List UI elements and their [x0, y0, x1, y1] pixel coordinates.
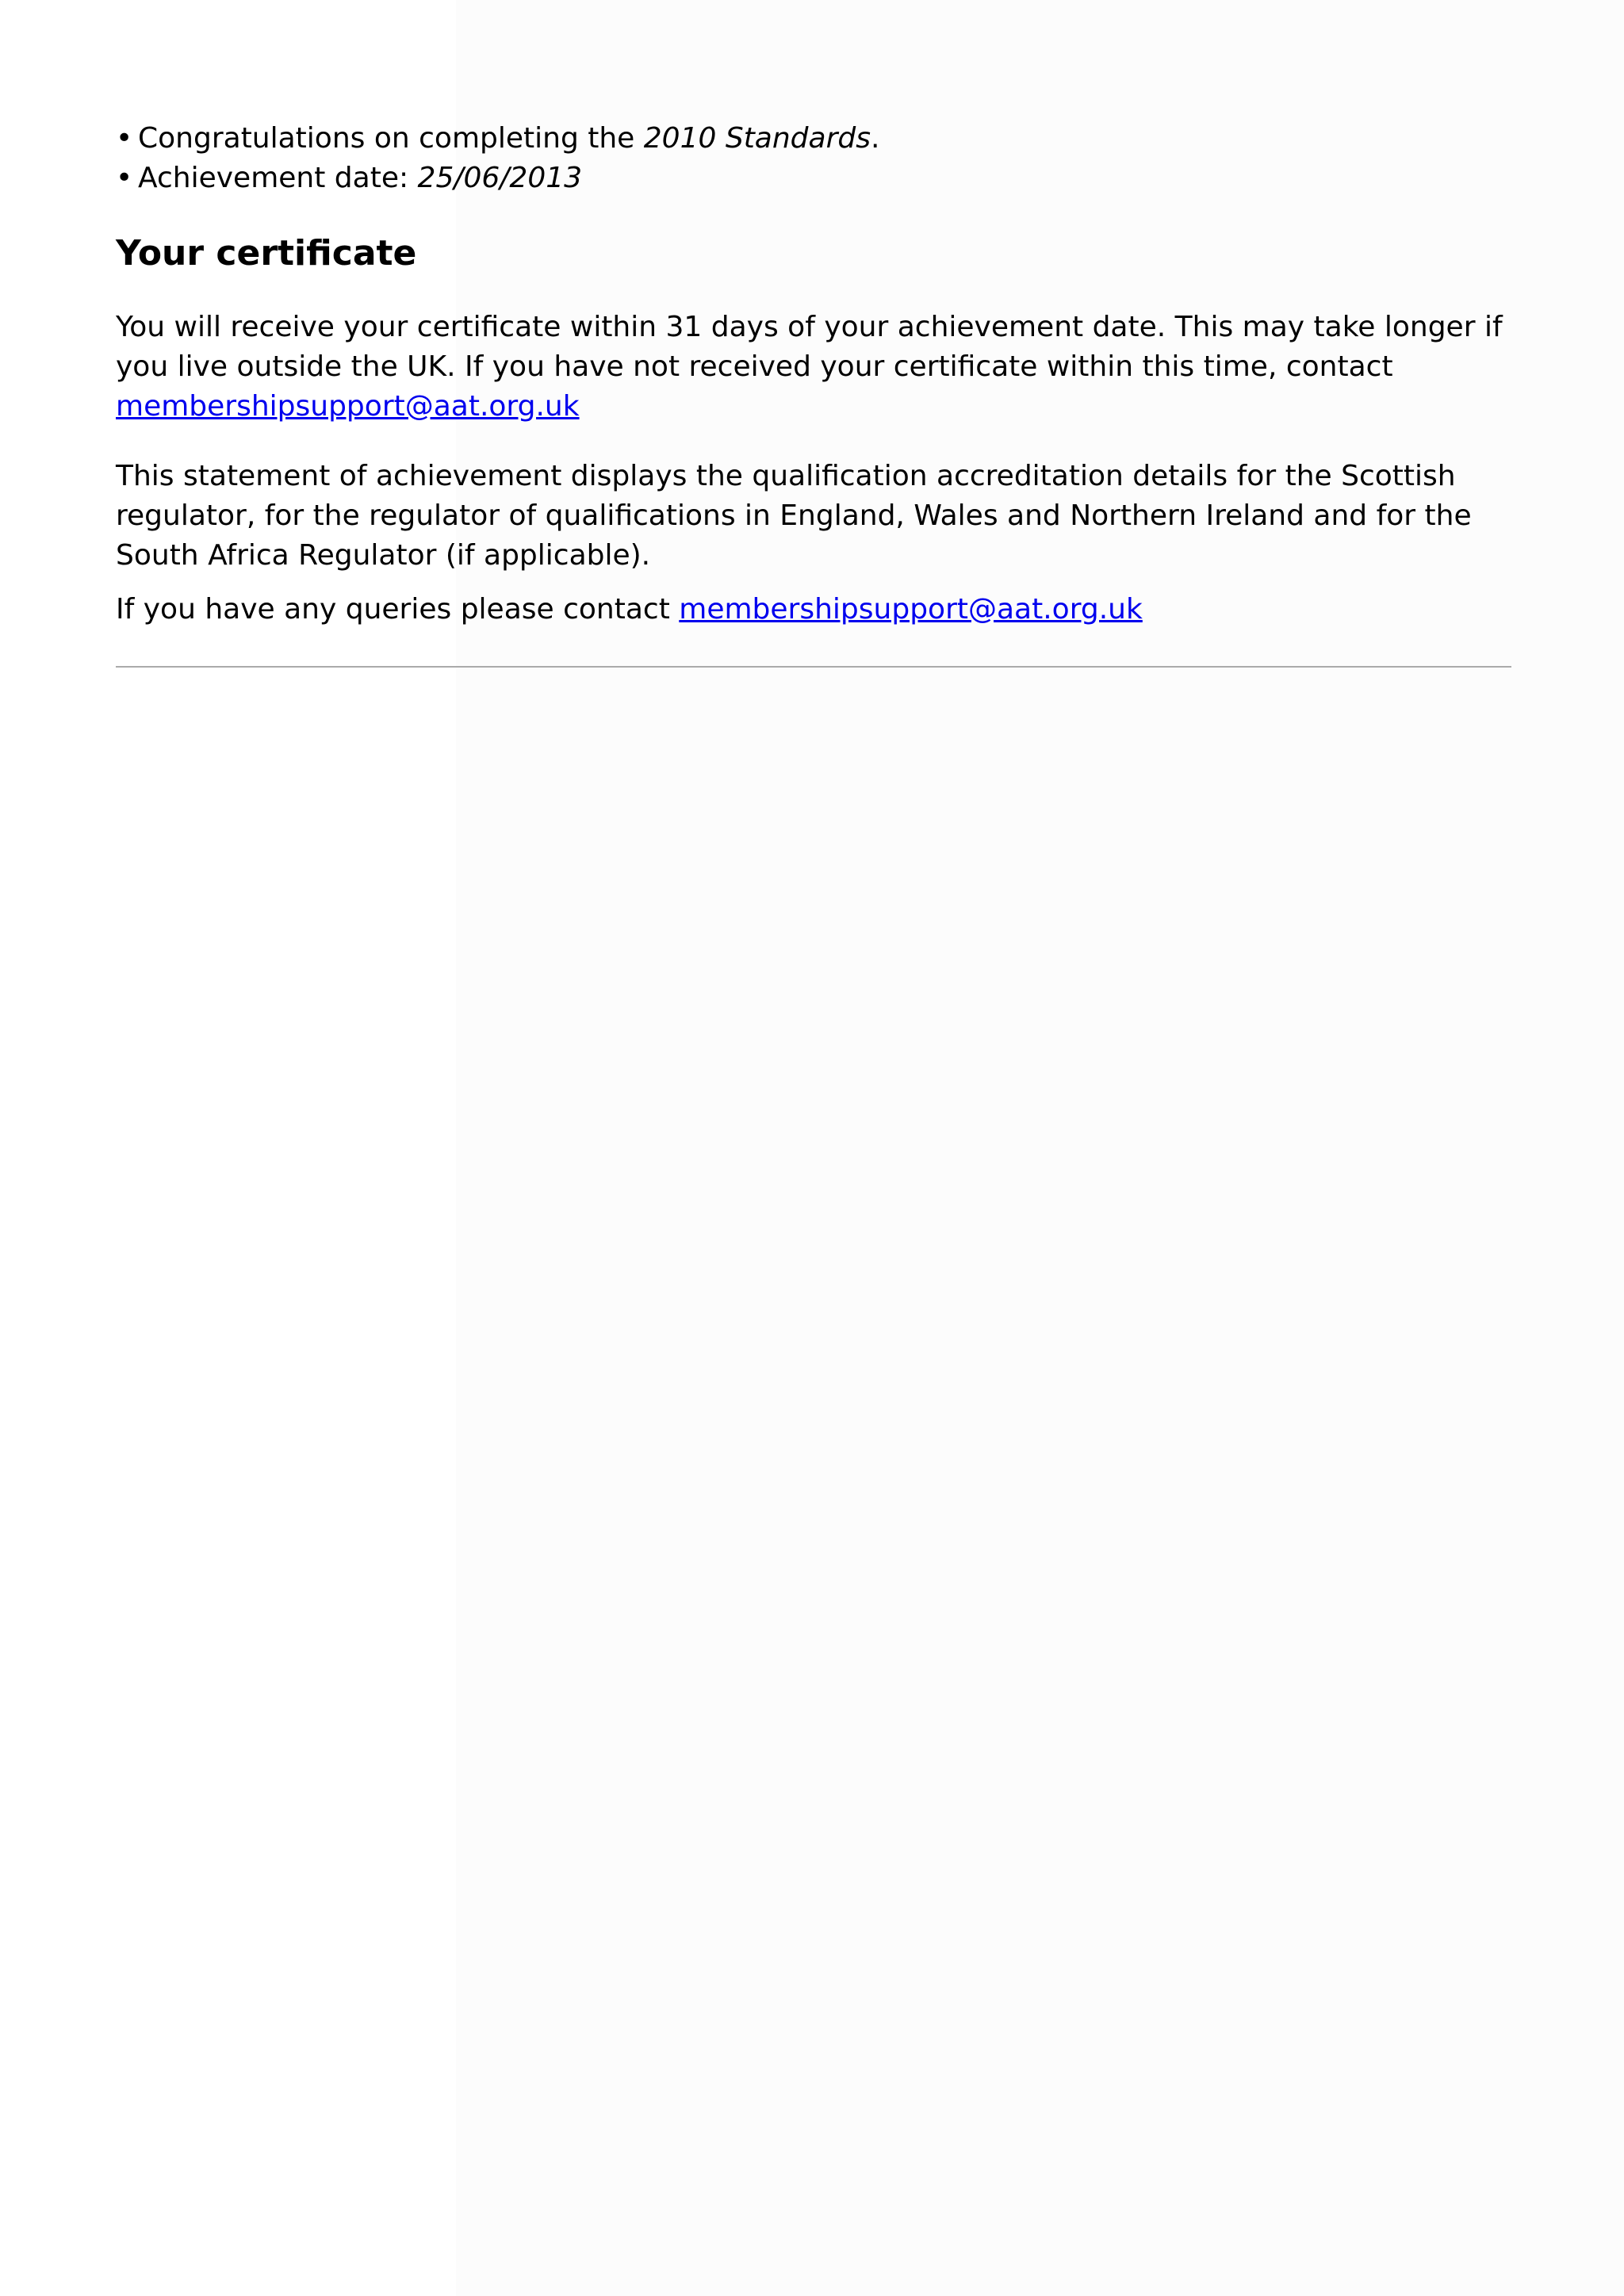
bullet-icon: • [116, 162, 133, 194]
queries-paragraph [116, 590, 1511, 629]
support-email-link[interactable]: membershipsupport@aat.org.uk [116, 390, 580, 423]
bullet-icon: • [116, 122, 133, 155]
congrats-prefix: Congratulations on completing the [138, 122, 644, 155]
certificate-receive-paragraph [116, 308, 1511, 427]
statement-paragraph: This statement of achievement displays the qualification accreditation details for the Scottish regulator, for the regulator of qualifications in England, Wales and Northern Ireland and for the South Africa Regulator (if applicable). [116, 460, 1472, 572]
receive-text: You will receive your certificate within 31 days of your achievement date. This may take longer if you live outside the UK. If you have not received your certificate within this time, contact [116, 311, 1503, 383]
achievement-date-label: Achievement date: [138, 162, 418, 194]
certificate-heading: Your certificate [116, 233, 417, 274]
queries-text: If you have any queries please contact [116, 593, 680, 626]
standard-name: 2010 Standards [643, 122, 871, 155]
queries-email-link[interactable]: membershipsupport@aat.org.uk [679, 593, 1143, 626]
list-item-congratulations [116, 119, 1511, 159]
section-divider [116, 666, 1511, 668]
list-item-achievement-date [116, 159, 1511, 198]
congrats-suffix: . [871, 122, 880, 155]
achievement-date-value: 25/06/2013 [417, 162, 583, 194]
achievement-list [116, 119, 1511, 198]
document-content [116, 119, 1511, 668]
